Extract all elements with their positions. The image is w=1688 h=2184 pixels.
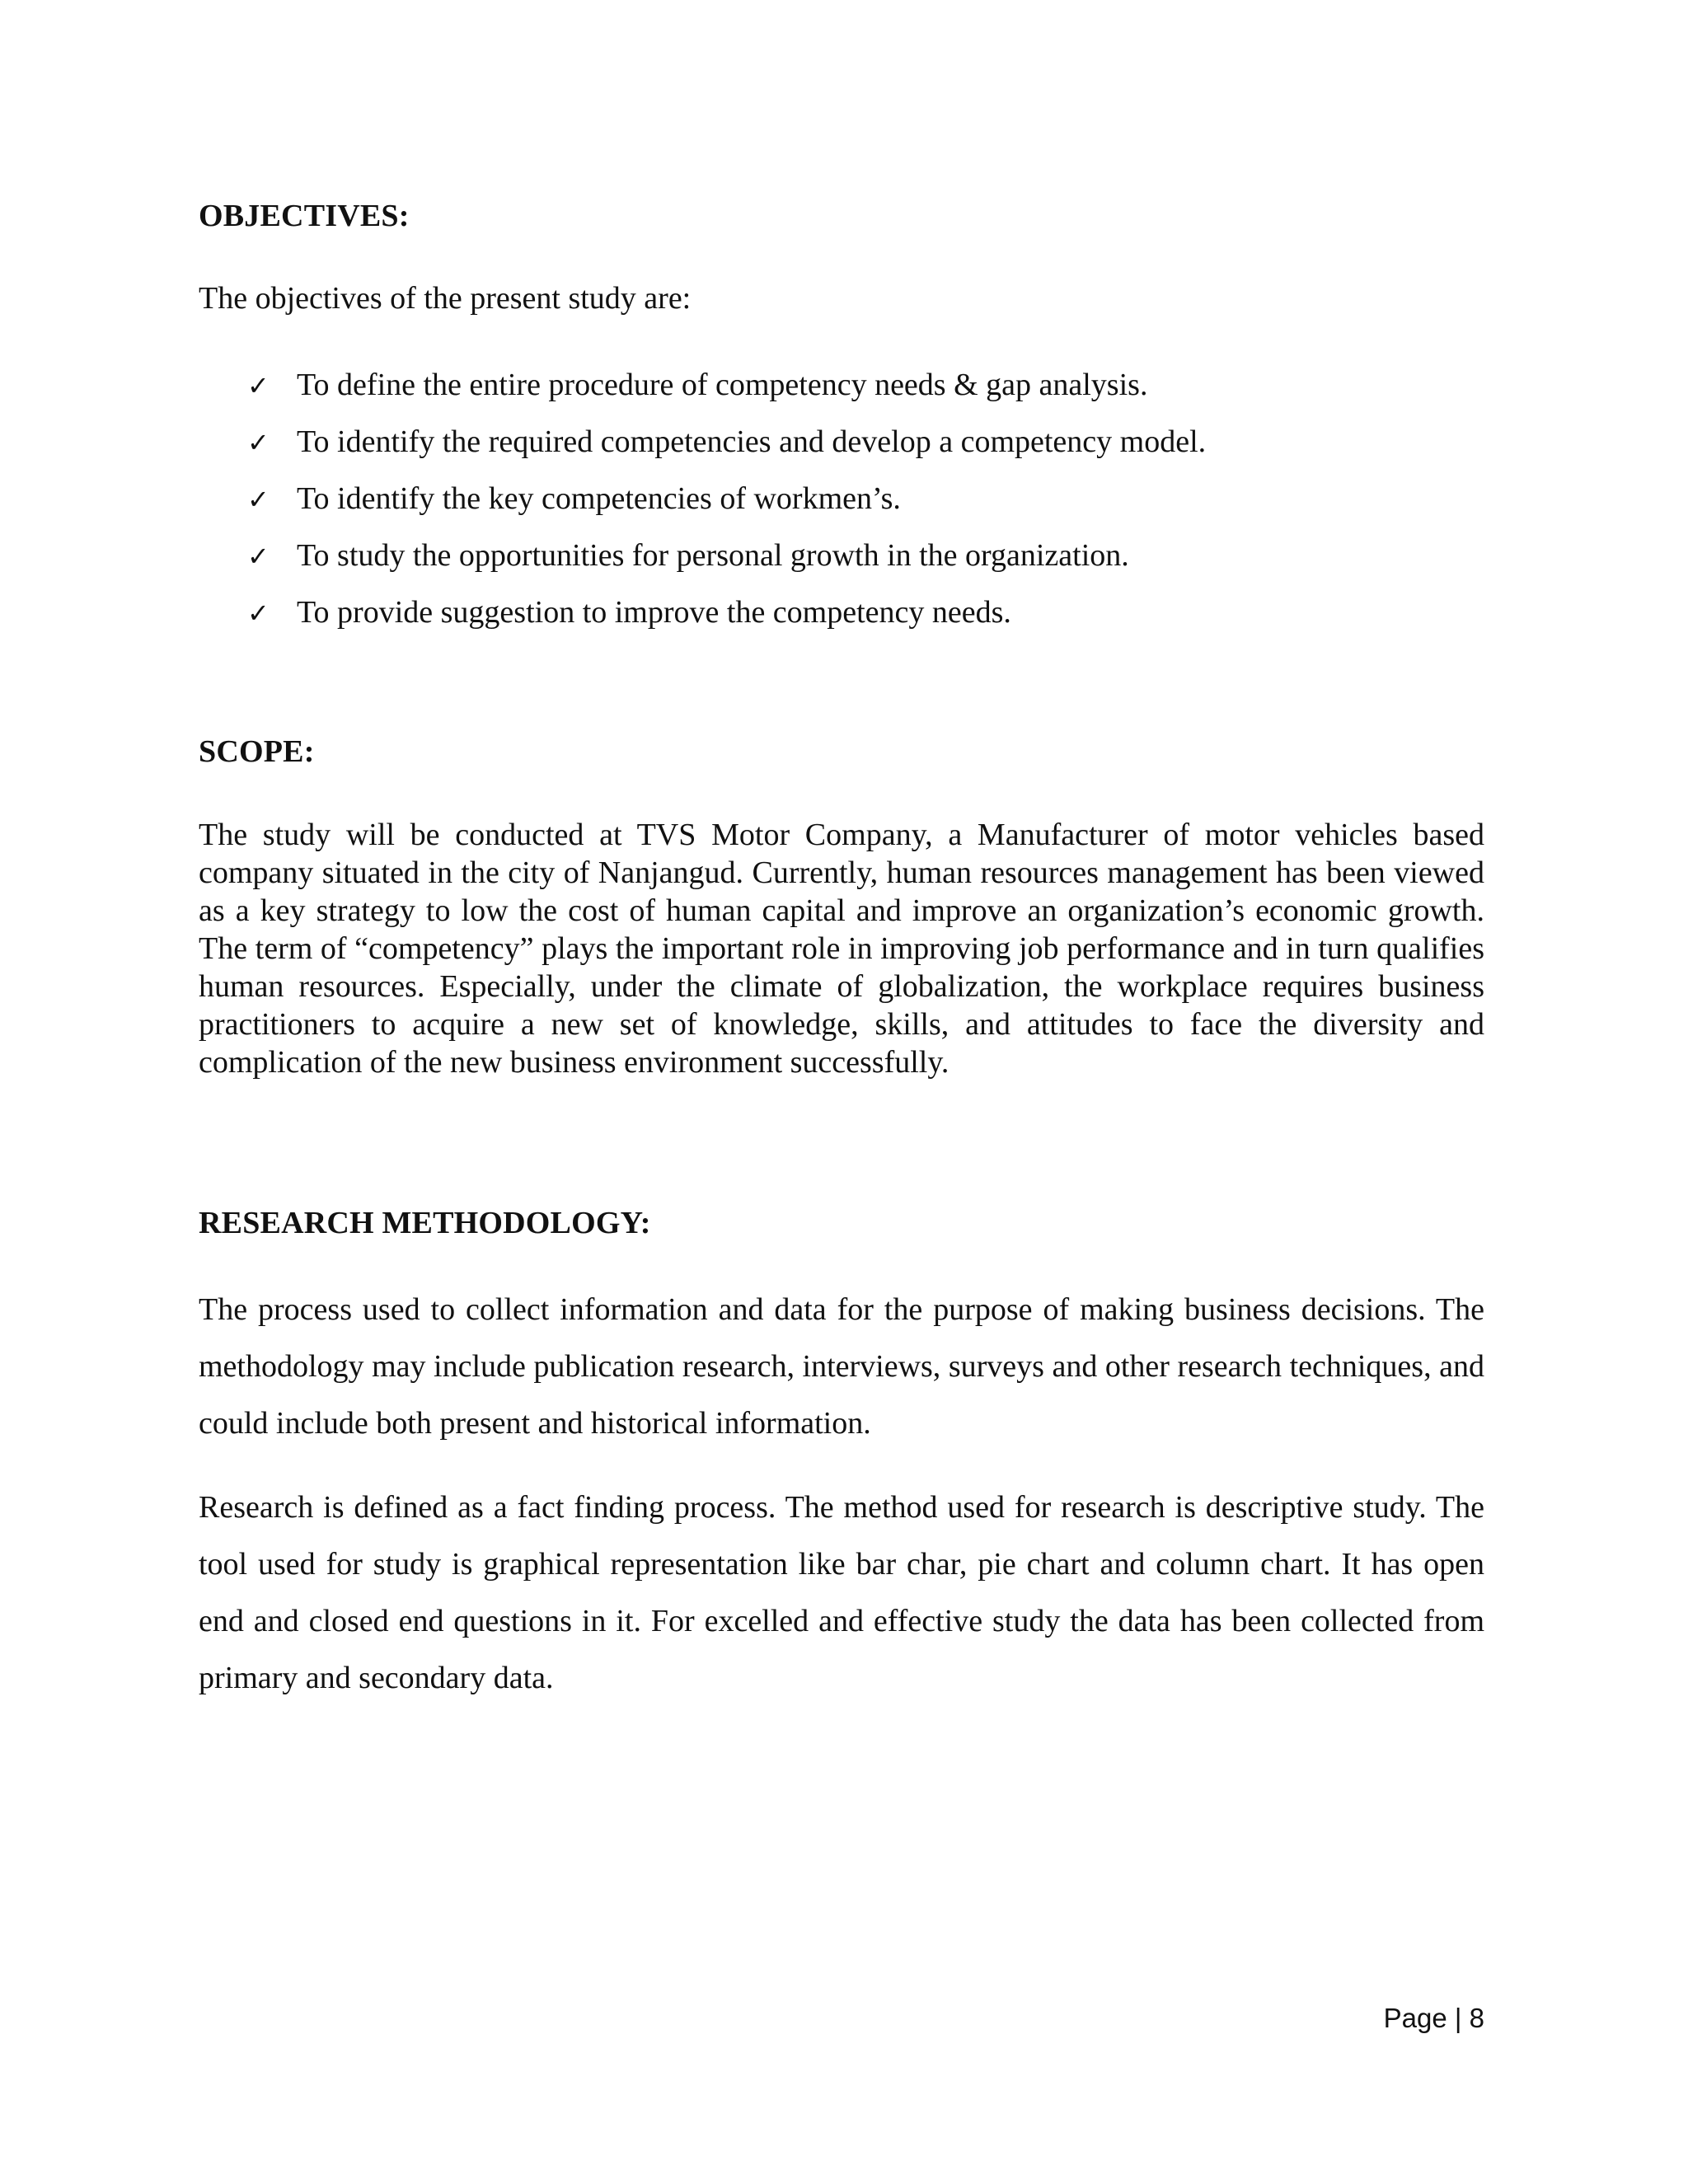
objectives-heading: OBJECTIVES:	[199, 199, 410, 233]
objectives-intro: The objectives of the present study are:	[199, 281, 692, 316]
methodology-paragraph-1: The process used to collect information and data for the purpose of making business decisions. The methodology may include publication research, interviews, surveys and other research techniques, and could include both present and historical information.	[199, 1292, 1484, 1441]
check-icon: ✓	[247, 598, 270, 629]
list-item	[247, 360, 1206, 417]
methodology-paragraph-2: Research is defined as a fact finding process. The method used for research is descriptive study. The tool used for study is graphical representation like bar char, pie chart and column chart. It has open end and closed end questions in it. For excelled and effective study the data has been collected from primary and secondary data.	[199, 1490, 1484, 1695]
objective-text: To define the entire procedure of competency needs & gap analysis.	[297, 368, 1148, 402]
list-item	[247, 474, 1206, 531]
objective-text: To provide suggestion to improve the competency needs.	[297, 595, 1011, 630]
check-icon: ✓	[247, 427, 270, 458]
list-item	[247, 588, 1206, 644]
objective-text: To identify the required competencies and develop a competency model.	[297, 424, 1207, 459]
check-icon: ✓	[247, 541, 270, 572]
objective-text: To identify the key competencies of workmen’s.	[297, 481, 901, 516]
methodology-heading: RESEARCH METHODOLOGY:	[199, 1206, 651, 1240]
page-number: Page | 8	[1383, 2003, 1484, 2033]
check-icon: ✓	[247, 484, 270, 515]
objective-text: To study the opportunities for personal growth in the organization.	[297, 538, 1129, 573]
list-item	[247, 531, 1206, 588]
objectives-list	[247, 360, 1206, 644]
scope-paragraph: The study will be conducted at TVS Motor Company, a Manufacturer of motor vehicles based company situated in the city of Nanjangud. Currently, human resources management has been viewed as a key strategy to low the cost of human capital and improve an organization’s economic growth. The term of “competency” plays the important role in improving job performance and in turn qualifies human resources. Especially, under the climate of globalization, the workplace requires business practitioners to acquire a new set of knowledge, skills, and attitudes to face the diversity and complication of the new business environment successfully.	[199, 818, 1484, 1080]
list-item	[247, 417, 1206, 474]
check-icon: ✓	[247, 370, 270, 401]
scope-heading: SCOPE:	[199, 734, 315, 769]
